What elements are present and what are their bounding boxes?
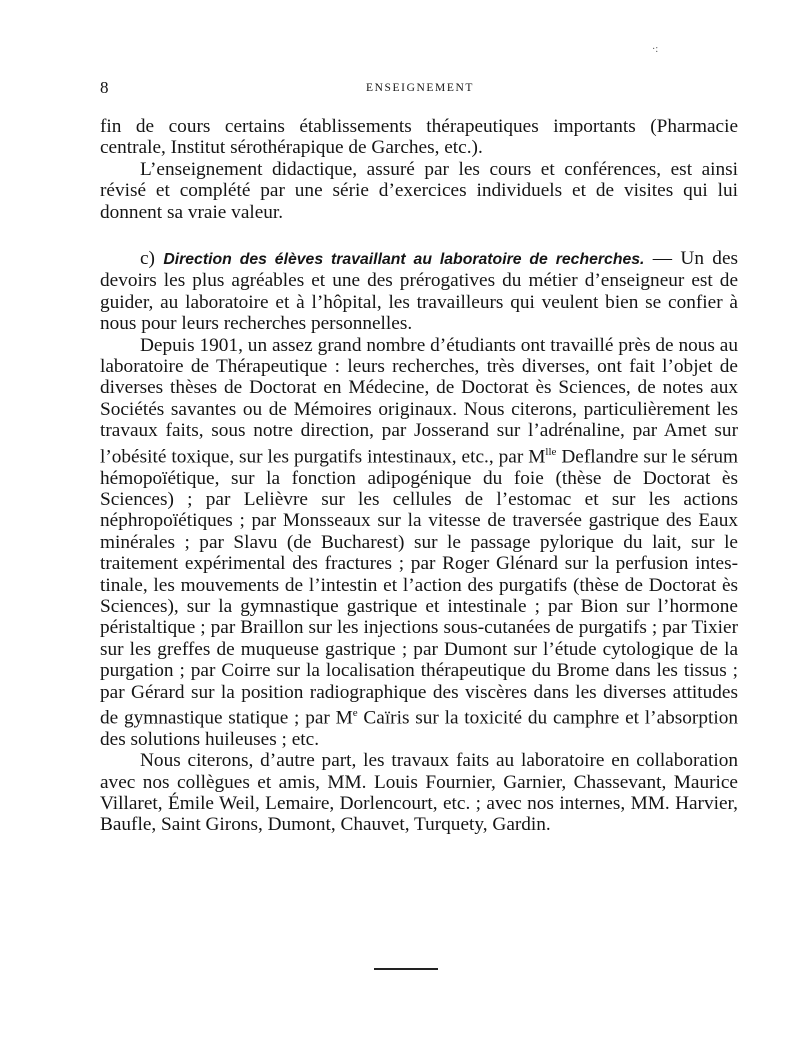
page-number: 8 xyxy=(100,78,109,97)
research-text-part-2: Deflandre sur le sérum hémopoïétique, sur la fonction adipogénique du foie (thèse de Doctorat ès Sciences) ; par Lelièvre sur les cellules de l’estomac et sur les actions néphropoïétiques ; par Monsseaux sur la vitesse de traversée gastrique des Eaux minérales ; par Slavu (de Bucharest) sur le passage pylorique du lait, sur le traitement expérimental des fractures ; par Roger Glénard sur la perfusion intestinale, les mouvements de l’intestin et l’action des purgatifs (thèse de Doctorat ès Sciences), sur la gymnastique gastrique et intestinale ; par Bion sur l’hormone péristaltique ; par Braillon sur les injections sous-cutanées de purgatifs ; par Tixier sur les greffes de muqueuse gastrique ; par Dumont sur l’étude cytologique de la purgation ; par Coirre sur la localisation thérapeutique du Brome dans les tissus ; par Gérard sur la position radiographique des viscères dans les diverses attitudes de gymnastique statique ; par M xyxy=(100,446,738,729)
superscript-e: e xyxy=(352,706,358,719)
print-speck: ·: xyxy=(652,44,659,55)
paragraph-collaborations: Nous citerons, d’autre part, les travaux faits au laboratoire en collaboration avec nos collègues et amis, MM. Louis Fournier, Garnier, Chassevant, Maurice Villaret, Émile Weil, Lemaire, Dorlencourt, etc. ; avec nos internes, MM. Harvier, Baufle, Saint Girons, Dumont, Chauvet, Turquety, Gardin. xyxy=(100,750,738,836)
research-text-part-1: Depuis 1901, un assez grand nombre d’étudiants ont travaillé près de nous au laboratoire de Thérapeutique : leurs recherches, très diverses, ont fait l’objet de diverses thèses de Doctorat en Médecine, de Doctorat ès Sciences, de notes aux Sociétés savantes ou de Mémoires originaux. Nous citerons, particulièrement les travaux faits, sous notre direction, par Josserand sur l’adrénaline, par Amet sur l’obésité toxique, sur les purgatifs intestinaux, etc., par M xyxy=(100,334,738,468)
end-rule xyxy=(374,968,438,970)
section-gap xyxy=(100,223,738,248)
paragraph-continuation: fin de cours certains établissements thérapeutiques importants (Pharmacie centrale, Institut sérothérapique de Garches, etc.). xyxy=(100,116,738,159)
research-text-part-3: Caïris sur la toxicité du camphre et l’absorption des solutions huileuses ; etc. xyxy=(100,707,738,750)
superscript-lle: lle xyxy=(545,445,557,458)
section-title: Direction des élèves travaillant au laboratoire de recherches. xyxy=(163,251,645,269)
section-intro-text: — Un des devoirs les plus agréables et une des prérogatives du métier d’enseigneur est de guider, au laboratoire et à l’hôpital, les travailleurs qui veulent bien se confier à nous pour leurs recherches personnelles. xyxy=(100,248,739,335)
page-header xyxy=(100,78,740,102)
page-body xyxy=(100,116,738,836)
paragraph-research-list xyxy=(100,335,738,751)
paragraph-teaching: L’enseignement didactique, assuré par les cours et conférences, est ainsi révisé et complété par une série d’exercices individuels et de visites qui lui donnent sa vraie valeur. xyxy=(100,158,738,223)
running-title: ENSEIGNEMENT xyxy=(366,82,474,94)
paragraph-section-c xyxy=(100,248,738,335)
section-label: c) xyxy=(140,248,155,270)
